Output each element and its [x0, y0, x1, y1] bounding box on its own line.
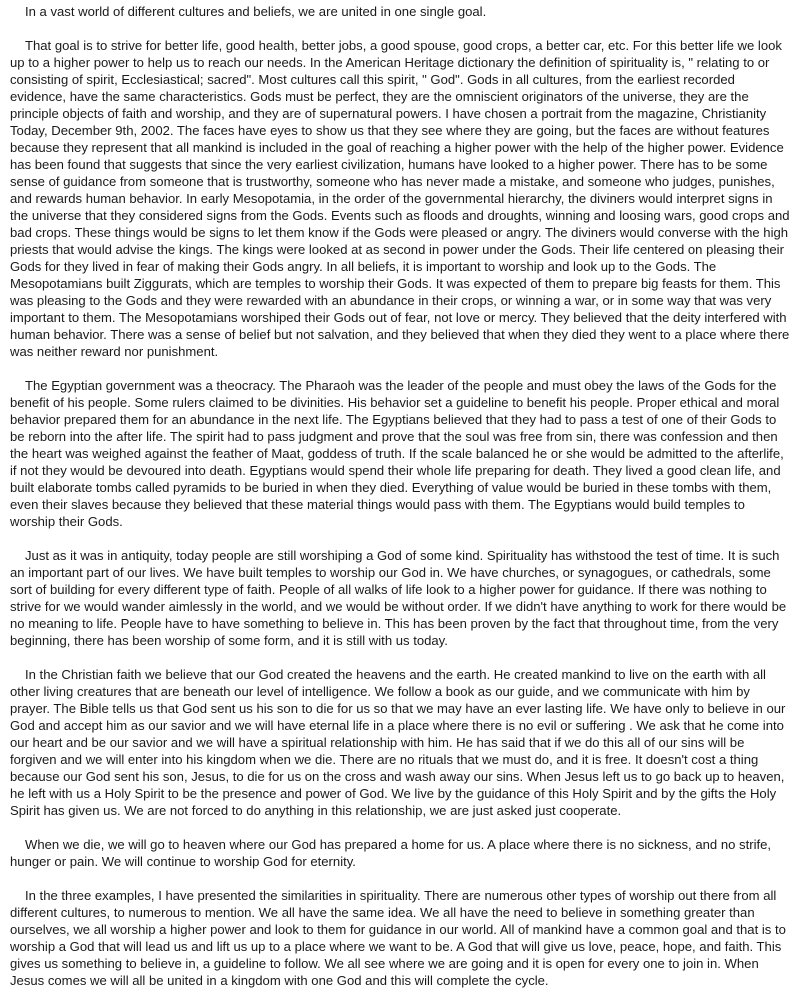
essay-document	[10, 3, 790, 989]
paragraph-today: Just as it was in antiquity, today people are still worshiping a God of some kind. Spirituality has withstood the test of time. It is such an important part of our lives. We have built temples to worship our God in. We have churches, or synagogues, or cathedrals, some sort of building for every different type of faith. People of all walks of life look to a higher power for guidance. If there was nothing to strive for we would wander aimlessly in the world, and we would be without order. If we didn't have anything to work for there would be no meaning to life. People have to have something to believe in. This has been proven by the fact that throughout time, from the very beginning, there has been worship of some form, and it is still with us today.	[10, 548, 787, 648]
paragraph-heaven: When we die, we will go to heaven where our God has prepared a home for us. A place where there is no sickness, and no strife, hunger or pain. We will continue to worship God for eternity.	[10, 837, 772, 869]
paragraph-goal-mesopotamia: That goal is to strive for better life, good health, better jobs, a good spouse, good crops, a better car, etc. For this better life we look up to a higher power to help us to reach our needs. In the American Heritage dictionary the definition of spirituality is, " relating to or consisting of spirit, Ecclesiastical; sacred". Most cultures call this spirit, " God". Gods in all cultures, from the earliest recorded evidence, have the same characteristics. Gods must be perfect, they are the omniscient originators of the universe, they are the principle objects of faith and worship, and they are of supernatural powers. I have chosen a portrait from the magazine, Christianity Today, December 9th, 2002. The faces have eyes to show us that they see where they are going, but the faces are without features because they represent that all mankind is included in the goal of reaching a higher power with the help of the higher power. Evidence has been found that suggests that since the very earliest civilization, humans have looked to a higher power. There has to be some sense of guidance from someone that is trustworthy, someone who has never made a mistake, and someone who judges, punishes, and rewards human behavior. In early Mesopotamia, in the order of the governmental hierarchy, the diviners would interpret signs in the universe that they considered signs from the Gods. Events such as floods and droughts, winning and loosing wars, good crops and bad crops. These things would be signs to let them know if the Gods were pleased or angry. The diviners would converse with the high priests that would advise the kings. The kings were looked at as second in power under the Gods. Their life centered on pleasing their Gods for they lived in fear of making their Gods angry. In all beliefs, it is important to worship and look up to the Gods. The Mesopotamians built Ziggurats, which are temples to worship their Gods. It was expected of them to prepare big feasts for them. This was pleasing to the Gods and they were rewarded with an abundance in their crops, or winning a war, or in some way that was very important to them. The Mesopotamians worshiped their Gods out of fear, not love or mercy. They believed that the deity interfered with human behavior. There was a sense of belief but not salvation, and they believed that when they died they went to a place where there was neither reward nor punishment.	[10, 38, 790, 359]
paragraph-conclusion: In the three examples, I have presented the similarities in spirituality. There are numerous other types of worship out there from all different cultures, to numerous to mention. We all have the same idea. We all have the need to believe in something greater than ourselves, we all worship a higher power and look to them for guidance in our world. All of mankind have a common goal and that is to worship a God that will lead us and lift us up to a place where we want to be. A God that will give us love, peace, hope, and faith. This gives us something to believe in, a guideline to follow. We all see where we are going and it is open for every one to join in. When Jesus comes we will all be united in a kingdom with one God and this will complete the cycle.	[10, 888, 786, 988]
paragraph-egypt: The Egyptian government was a theocracy. The Pharaoh was the leader of the people and must obey the laws of the Gods for the benefit of his people. Some rulers claimed to be divinities. His behavior set a guideline to benefit his people. Proper ethical and moral behavior prepared them for an abundance in the next life. The Egyptians believed that they had to pass a test of one of their Gods to be reborn into the after life. The spirit had to pass judgment and prove that the soul was free from sin, there was confession and then the heart was weighed against the feather of Maat, goddess of truth. If the scale balanced he or she would be admitted to the afterlife, if not they would be devoured into death. Egyptians would spend their whole life preparing for death. They lived a good clean life, and built elaborate tombs called pyramids to be buried in when they died. Everything of value would be buried in these tombs with them, even their slaves because they believed that these material things would pass with them. The Egyptians would build temples to worship their Gods.	[10, 378, 784, 529]
paragraph-christian-faith: In the Christian faith we believe that our God created the heavens and the earth. He created mankind to live on the earth with all other living creatures that are beneath our level of intelligence. We follow a book as our guide, and we communicate with him by prayer. The Bible tells us that God sent us his son to die for us so that we may have an ever lasting life. We have only to believe in our God and accept him as our savior and we will have eternal life in a place where there is no evil or suffering . We ask that he come into our heart and be our savior and we will have a spiritual relationship with him. He has said that if we do this all of our sins will be forgiven and we will enter into his kingdom when we die. There are no rituals that we must do, and it is free. It doesn't cost a thing because our God sent his son, Jesus, to die for us on the cross and wash away our sins. When Jesus left us to go back up to heaven, he left with us a Holy Spirit to be the presence and power of God. We live by the guidance of this Holy Spirit and by the gifts the Holy Spirit has given us. We are not forced to do anything in this relationship, we are just asked just cooperate.	[10, 667, 786, 818]
paragraph-intro: In a vast world of different cultures and beliefs, we are united in one single goal.	[25, 4, 487, 19]
